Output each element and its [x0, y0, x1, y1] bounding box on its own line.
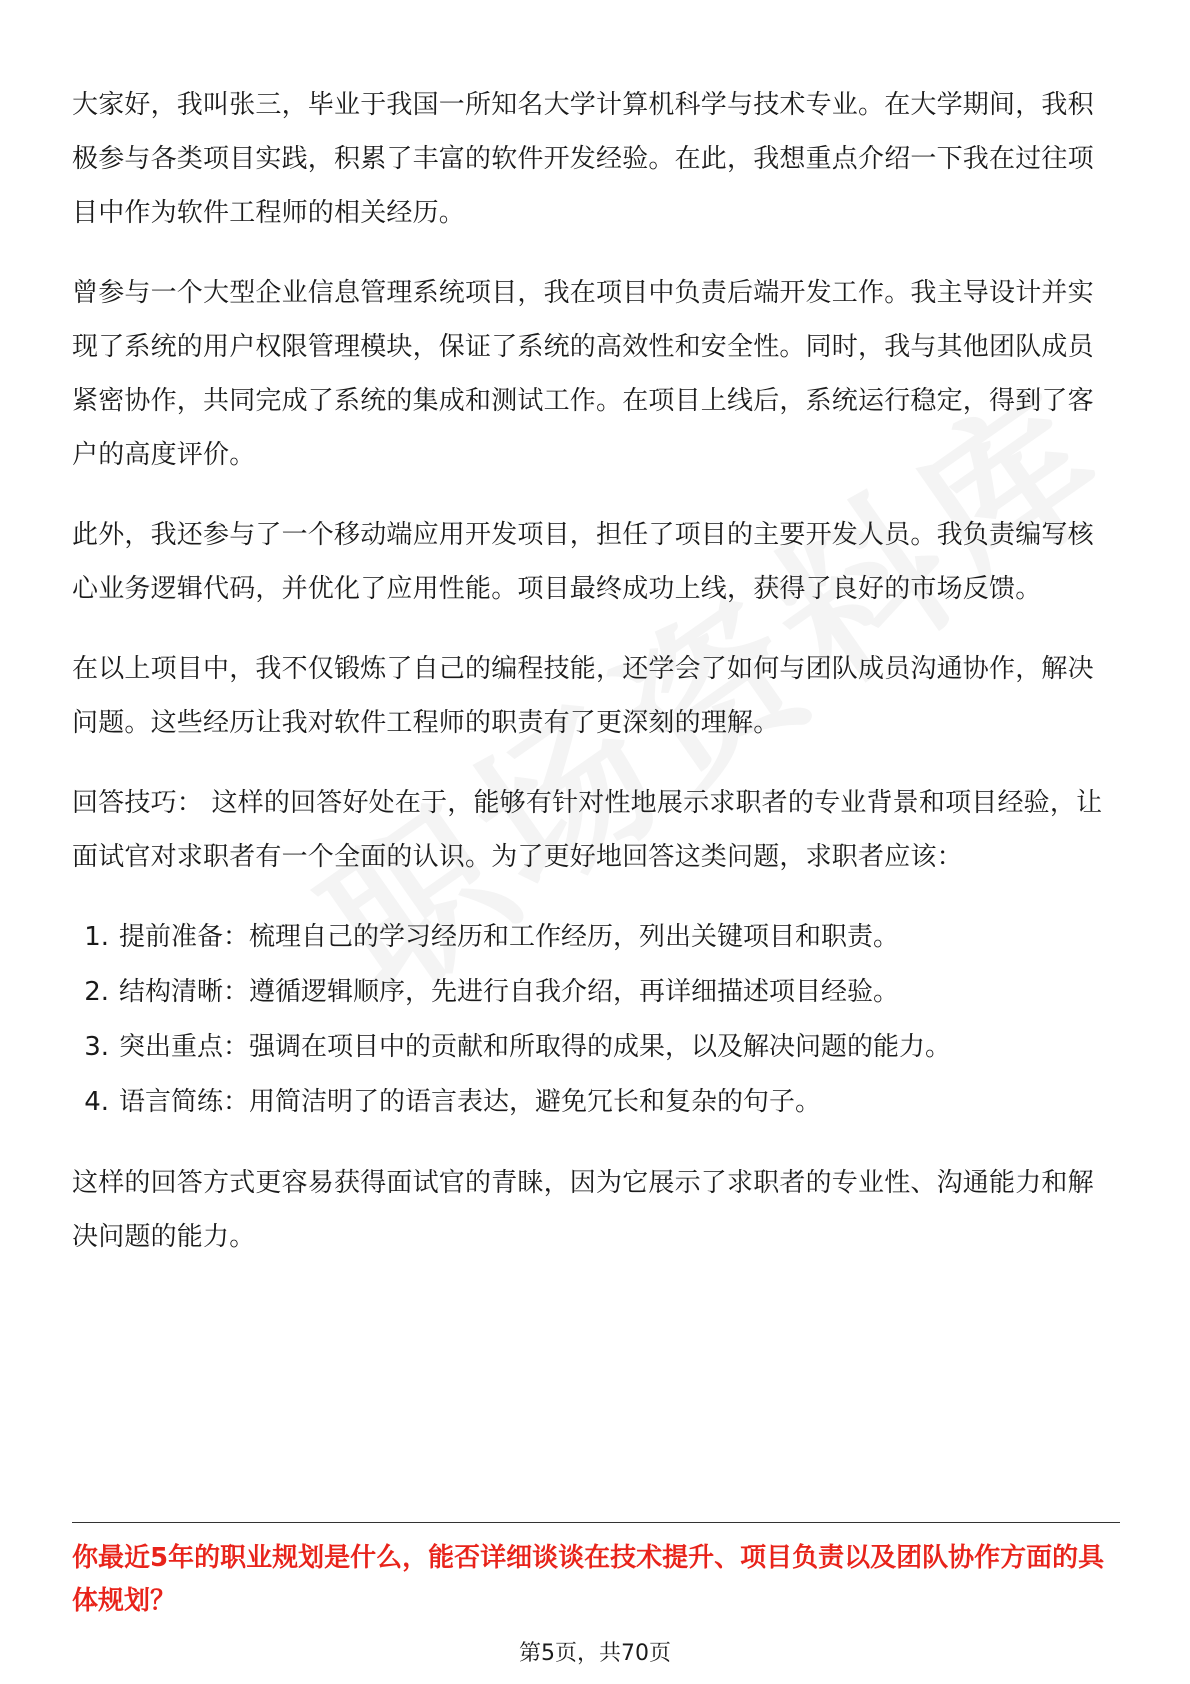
- paragraph-summary: 在以上项目中，我不仅锻炼了自己的编程技能，还学会了如何与团队成员沟通协作，解决问题。这些经历让我对软件工程师的职责有了更深刻的理解。: [72, 654, 1094, 738]
- list-item-text: 突出重点：强调在项目中的贡献和所取得的成果，以及解决问题的能力。: [119, 1032, 952, 1062]
- paragraph-closing: 这样的回答方式更容易获得面试官的青睐，因为它展示了求职者的专业性、沟通能力和解决问题的能力。: [72, 1168, 1094, 1252]
- list-item-number: 3.: [84, 1032, 109, 1062]
- section-divider: [72, 1522, 1120, 1523]
- list-item-text: 结构清晰：遵循逻辑顺序，先进行自我介绍，再详细描述项目经验。: [119, 977, 900, 1007]
- list-item: [72, 910, 1117, 965]
- list-item-text: 提前准备：梳理自己的学习经历和工作经历，列出关键项目和职责。: [119, 922, 900, 952]
- list-item-text: 语言简练：用简洁明了的语言表达，避免冗长和复杂的句子。: [119, 1087, 822, 1117]
- tips-list: [72, 910, 1117, 1130]
- page-number-footer: 第5页，共70页: [519, 1641, 671, 1666]
- next-question-heading: 你最近5年的职业规划是什么，能否详细谈谈在技术提升、项目负责以及团队协作方面的具体规划？: [72, 1543, 1105, 1616]
- list-item-number: 1.: [84, 922, 109, 952]
- list-item-number: 2.: [84, 977, 109, 1007]
- list-item: [72, 1020, 1117, 1075]
- paragraph-answer-tips: 回答技巧： 这样的回答好处在于，能够有针对性地展示求职者的专业背景和项目经验，让面试官对求职者有一个全面的认识。为了更好地回答这类问题，求职者应该：: [72, 788, 1103, 872]
- paragraph-project-1: 曾参与一个大型企业信息管理系统项目，我在项目中负责后端开发工作。我主导设计并实现了系统的用户权限管理模块，保证了系统的高效性和安全性。同时，我与其他团队成员紧密协作，共同完成了系统的集成和测试工作。在项目上线后，系统运行稳定，得到了客户的高度评价。: [72, 278, 1094, 470]
- list-item: [72, 1075, 1117, 1130]
- list-item: [72, 965, 1117, 1020]
- paragraph-project-2: 此外，我还参与了一个移动端应用开发项目，担任了项目的主要开发人员。我负责编写核心业务逻辑代码，并优化了应用性能。项目最终成功上线，获得了良好的市场反馈。: [72, 520, 1094, 604]
- paragraph-intro: 大家好，我叫张三，毕业于我国一所知名大学计算机科学与技术专业。在大学期间，我积极参与各类项目实践，积累了丰富的软件开发经验。在此，我想重点介绍一下我在过往项目中作为软件工程师的相关经历。: [72, 90, 1094, 228]
- list-item-number: 4.: [84, 1087, 109, 1117]
- document-body: [72, 78, 1117, 1290]
